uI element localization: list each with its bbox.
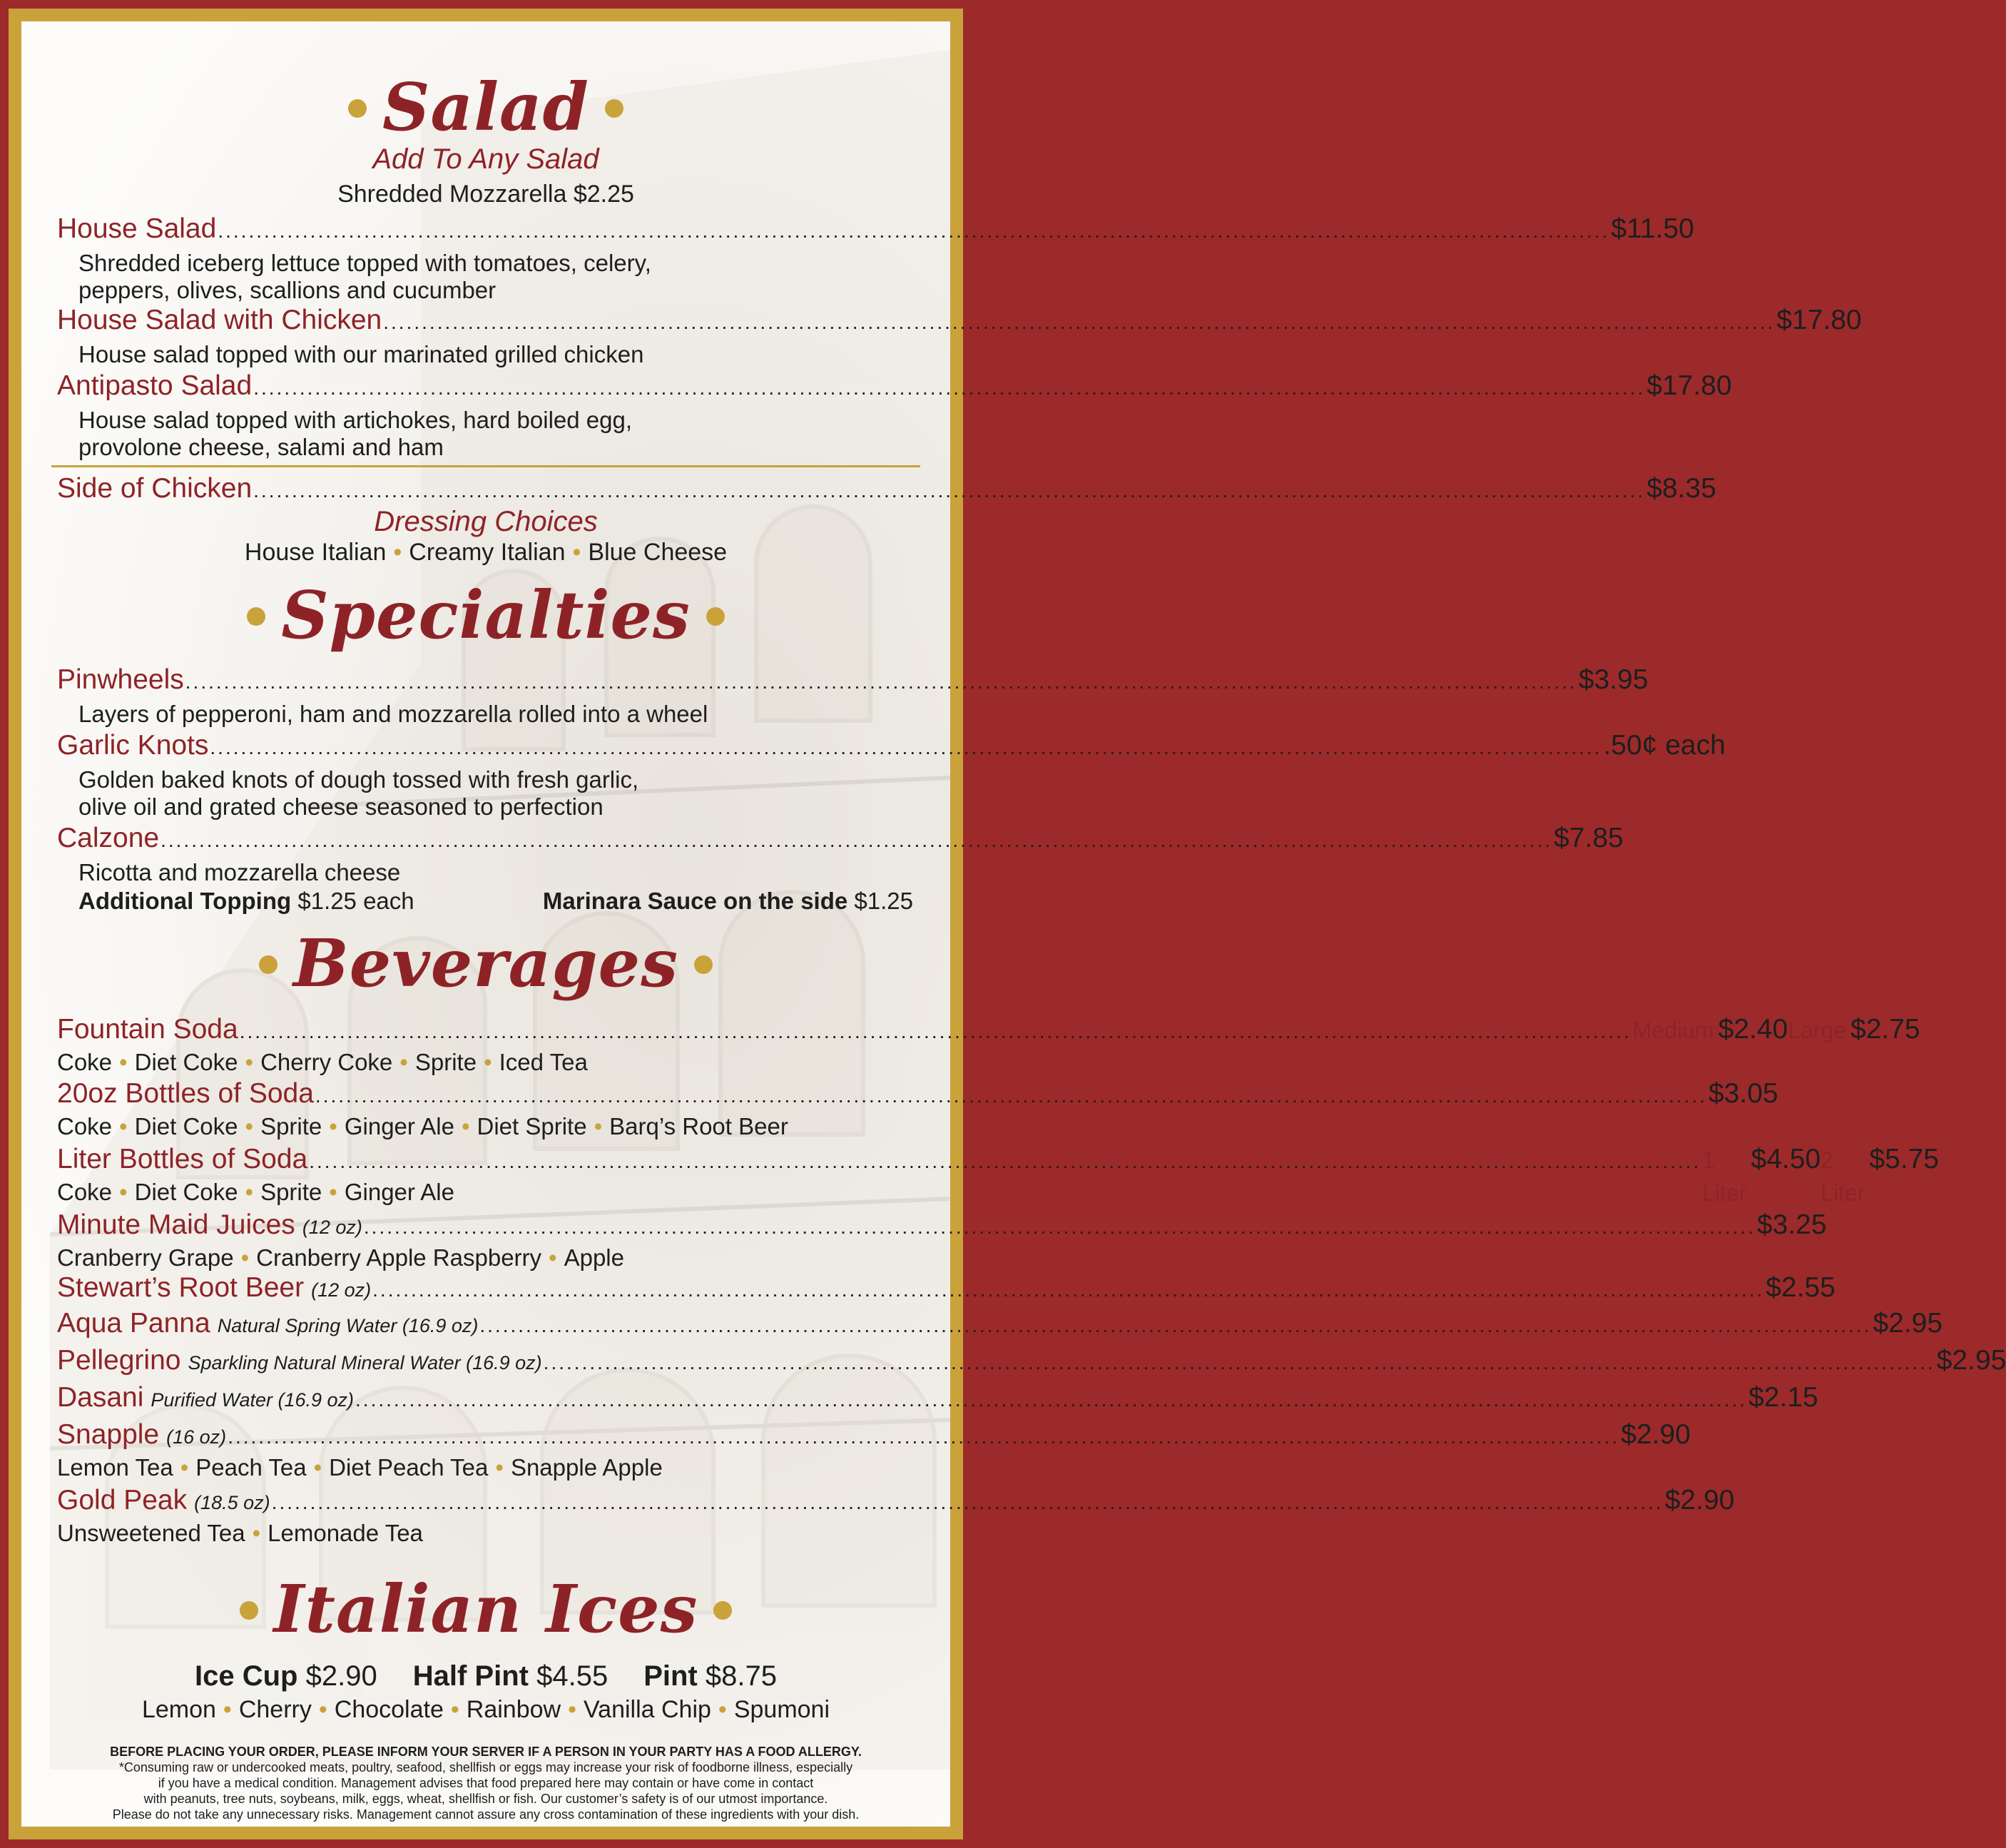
item-price: $2.40	[1718, 1014, 1788, 1045]
item-note: (16 oz)	[166, 1426, 227, 1448]
dot-leader: .....................................................................................................................................................................................	[218, 220, 1610, 242]
item-description: provolone cheese, salami and ham	[78, 434, 444, 460]
item-price: $2.90	[1621, 1419, 1691, 1450]
menu-item-calzone	[57, 822, 1624, 857]
item-price: $2.75	[1850, 1014, 1920, 1045]
item-name: Antipasto Salad	[57, 370, 253, 401]
item-price: $4.50	[1751, 1144, 1821, 1174]
flavor-list: Unsweetened Tea • Lemonade Tea	[57, 1520, 423, 1546]
dot-leader: .....................................................................................................................................................................................	[161, 829, 1553, 851]
item-note: (12 oz)	[302, 1217, 362, 1238]
item-name: Snapple	[57, 1419, 160, 1450]
menu-item-juices	[57, 1209, 1827, 1244]
gold-dot-icon	[259, 955, 278, 974]
gold-dot-icon	[605, 99, 623, 118]
salad-heading: Salad	[21, 71, 950, 143]
item-price: $7.85	[1554, 823, 1624, 853]
item-price: $3.95	[1578, 664, 1649, 695]
dressing-title: Dressing Choices	[374, 506, 598, 537]
menu-item-gold-peak	[57, 1484, 1735, 1519]
gold-dot-icon: •	[393, 539, 402, 566]
item-price: $11.50	[1611, 213, 1694, 244]
dot-leader: .....................................................................................................................................................................................	[315, 1085, 1707, 1107]
item-description: olive oil and grated cheese seasoned to perfection	[78, 793, 604, 820]
dot-leader: .....................................................................................................................................................................................	[239, 1020, 1631, 1042]
item-price: $2.15	[1748, 1382, 1818, 1413]
dot-leader: .....................................................................................................................................................................................	[185, 671, 1577, 693]
gold-dot-icon	[348, 99, 367, 118]
item-price: $2.95	[1873, 1308, 1943, 1339]
ices-flavor-list: Lemon • Cherry • Chocolate • Rainbow • Vanilla Chip • Spumoni	[141, 1696, 830, 1723]
item-note: Sparkling Natural Mineral Water (16.9 oz)	[188, 1352, 542, 1374]
dot-leader: .....................................................................................................................................................................................	[383, 311, 1776, 333]
menu-item-garlic-knots	[57, 729, 1726, 764]
menu-item-aqua-panna	[57, 1307, 1943, 1342]
flavor-list: Coke • Diet Coke • Sprite • Ginger Ale	[57, 1179, 454, 1205]
flavor-list: Cranberry Grape • Cranberry Apple Raspberry • Apple	[57, 1244, 624, 1271]
item-price: $2.55	[1766, 1272, 1836, 1303]
additional-topping: Additional Topping $1.25 each	[78, 888, 414, 914]
menu-item-pellegrino	[57, 1344, 2006, 1379]
flavor-list: Coke • Diet Coke • Sprite • Ginger Ale • Diet Sprite • Barq’s Root Beer	[57, 1113, 788, 1139]
divider-line	[51, 465, 920, 467]
menu-item-pinwheels	[57, 664, 1649, 699]
item-note: Purified Water (16.9 oz)	[151, 1389, 355, 1411]
allergy-text: Please do not take any unnecessary risks. Management cannot assure any cross contamination of these ingredients with your dish.	[112, 1807, 860, 1822]
item-description: Layers of pepperoni, ham and mozzarella rolled into a wheel	[78, 701, 708, 727]
dot-leader: .....................................................................................................................................................................................	[543, 1351, 1935, 1374]
item-name: Stewart’s Root Beer	[57, 1272, 305, 1303]
item-note: Natural Spring Water (16.9 oz)	[217, 1315, 479, 1336]
marinara-side: Marinara Sauce on the side $1.25	[542, 888, 913, 914]
flavor-list: Coke • Diet Coke • Cherry Coke • Sprite • Iced Tea	[57, 1049, 588, 1075]
menu-item-antipasto-salad	[57, 370, 1732, 405]
item-name: House Salad with Chicken	[57, 305, 382, 335]
item-price: $3.05	[1708, 1078, 1778, 1109]
menu-item-snapple	[57, 1418, 1691, 1453]
dressing-option: House Italian	[244, 539, 387, 566]
menu-page	[21, 21, 2006, 1827]
item-note: (12 oz)	[311, 1279, 372, 1301]
size-label: Medium	[1632, 1017, 1714, 1043]
allergy-text: with peanuts, tree nuts, soybeans, milk, eggs, wheat, shellfish or fish. Our customer’s safety is of our utmost importance.	[143, 1792, 828, 1806]
add-to-salad-title: Add To Any Salad	[372, 143, 599, 175]
item-name: Pinwheels	[57, 664, 184, 695]
dot-leader: .....................................................................................................................................................................................	[479, 1314, 1872, 1336]
item-price: $3.25	[1756, 1209, 1827, 1240]
menu-content	[21, 21, 2006, 1827]
menu-item-dasani	[57, 1381, 1818, 1416]
flavor-list: Lemon Tea • Peach Tea • Diet Peach Tea • Snapple Apple	[57, 1454, 663, 1481]
dot-leader: .....................................................................................................................................................................................	[363, 1216, 1756, 1238]
dot-leader: .....................................................................................................................................................................................	[372, 1279, 1765, 1301]
item-price: $17.80	[1776, 305, 1862, 335]
dressing-list	[21, 538, 950, 567]
item-description: House salad topped with our marinated grilled chicken	[78, 341, 644, 367]
menu-item-house-salad-chicken	[57, 304, 1862, 339]
item-description: peppers, olives, scallions and cucumber	[78, 277, 497, 303]
menu-item-side-chicken	[57, 472, 1716, 507]
size-label: 2 Liter	[1821, 1147, 1865, 1206]
dot-leader: .....................................................................................................................................................................................	[271, 1491, 1664, 1513]
allergy-text: *Consuming raw or undercooked meats, poultry, seafood, shellfish or eggs may increase your risk of foodborne illness, especially	[118, 1760, 853, 1775]
item-name: Liter Bottles of Soda	[57, 1144, 308, 1174]
add-to-salad-line: Shredded Mozzarella $2.25	[337, 181, 634, 208]
dot-leader: .....................................................................................................................................................................................	[355, 1388, 1748, 1411]
italian-ices-heading: Italian Ices	[21, 1573, 950, 1645]
dot-leader: .....................................................................................................................................................................................	[228, 1426, 1620, 1448]
item-price: $17.80	[1646, 370, 1732, 401]
beverages-heading: Beverages	[21, 928, 950, 999]
gold-dot-icon	[247, 607, 265, 626]
allergy-text: if you have a medical condition. Management advises that food prepared here may contain or have come in contact	[158, 1776, 814, 1790]
item-name: Pellegrino	[57, 1345, 181, 1376]
item-name: House Salad	[57, 213, 217, 244]
item-name: Aqua Panna	[57, 1308, 210, 1339]
specialties-heading: Specialties	[21, 579, 950, 651]
gold-dot-icon	[706, 607, 725, 626]
allergy-heading: BEFORE PLACING YOUR ORDER, PLEASE INFORM YOUR SERVER IF A PERSON IN YOUR PARTY HAS A FOOD ALLERGY.	[110, 1745, 862, 1759]
dressing-option: Blue Cheese	[588, 539, 728, 566]
menu-item-20oz-soda	[57, 1077, 1778, 1112]
item-description: Golden baked knots of dough tossed with fresh garlic,	[78, 766, 639, 793]
item-name: 20oz Bottles of Soda	[57, 1078, 314, 1109]
dot-leader: .....................................................................................................................................................................................	[253, 377, 1646, 399]
item-description: Ricotta and mozzarella cheese	[78, 859, 401, 885]
menu-item-root-beer	[57, 1271, 1836, 1306]
gold-dot-icon	[713, 1601, 732, 1620]
menu-item-fountain-soda	[57, 1013, 1920, 1048]
dot-leader: .....................................................................................................................................................................................	[210, 736, 1602, 758]
ices-prices: Ice Cup $2.90 Half Pint $4.55 Pint $8.75	[195, 1660, 777, 1692]
item-name: Calzone	[57, 823, 160, 853]
gold-dot-icon	[240, 1601, 258, 1620]
item-price: .50¢ each	[1603, 730, 1726, 761]
dot-leader: .....................................................................................................................................................................................	[253, 479, 1646, 502]
item-price: $5.75	[1869, 1144, 1939, 1174]
item-price: $2.95	[1936, 1345, 2006, 1376]
gold-dot-icon: •	[572, 539, 581, 566]
gold-dot-icon	[694, 955, 713, 974]
item-name: Gold Peak	[57, 1485, 188, 1516]
item-description: House salad topped with artichokes, hard boiled egg,	[78, 407, 632, 433]
menu-item-house-salad	[57, 213, 1694, 248]
dot-leader: .....................................................................................................................................................................................	[309, 1150, 1701, 1172]
item-name: Fountain Soda	[57, 1014, 238, 1045]
item-description: Shredded iceberg lettuce topped with tomatoes, celery,	[78, 250, 651, 276]
item-price: $8.35	[1646, 473, 1716, 504]
dressing-option: Creamy Italian	[409, 539, 566, 566]
item-price: $2.90	[1664, 1485, 1735, 1516]
item-name: Garlic Knots	[57, 730, 209, 761]
item-note: (18.5 oz)	[194, 1492, 270, 1513]
item-name: Dasani	[57, 1382, 144, 1413]
size-label: Large	[1788, 1017, 1847, 1043]
item-name: Side of Chicken	[57, 473, 253, 504]
item-name: Minute Maid Juices	[57, 1209, 295, 1240]
size-label: 1 Liter	[1702, 1147, 1747, 1206]
